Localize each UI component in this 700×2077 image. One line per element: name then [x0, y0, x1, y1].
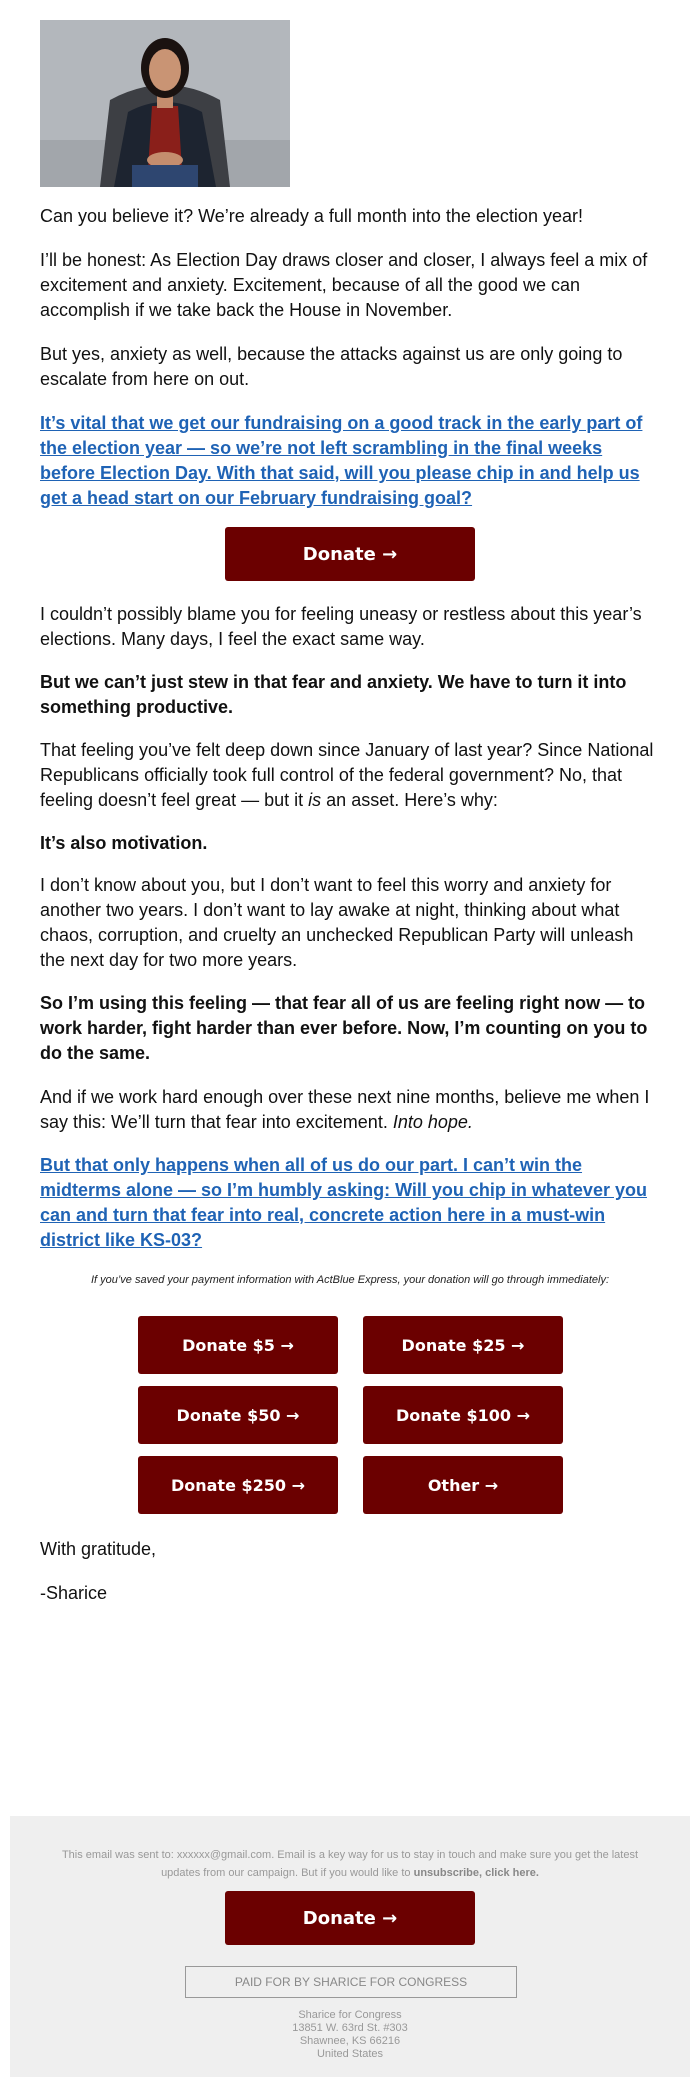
- donate-100-button[interactable]: Donate $100 →: [363, 1386, 563, 1444]
- stew-paragraph: [40, 670, 660, 720]
- worry-text: I don’t know about you, but I don’t want to feel this worry and anxiety for another two years. I don’t want to lay awake at night, thinking about what chaos, corruption, and cruelty an unchecked Republican Party will unleash the next day for two more years.: [40, 875, 634, 970]
- address-city: Shawnee, KS 66216: [299, 2035, 401, 2047]
- donate-50-button[interactable]: Donate $50 →: [138, 1386, 338, 1444]
- address-country: United States: [316, 2048, 384, 2060]
- donate-25-button[interactable]: Donate $25 →: [363, 1316, 563, 1374]
- candidate-photo: [40, 20, 290, 187]
- footer-sent-suffix: . Email is a key way for us to stay in touch and make sure you get the latest updates from our campaign. But if you would like to: [161, 1849, 639, 1879]
- anxiety-text: But yes, anxiety as well, because the attacks against us are only going to escalate from here on out.: [40, 344, 623, 389]
- feeling-text-emphasis: is: [308, 790, 322, 810]
- signature-paragraph: [40, 1581, 660, 1606]
- address-org: Sharice for Congress: [298, 2009, 402, 2021]
- donate-other-button[interactable]: Other →: [363, 1456, 563, 1514]
- feeling-text-a: That feeling you’ve felt deep down since January of last year? Since National Republicans officially took full control of the federal government? No, that feeling doesn’t feel great — but it: [40, 740, 654, 810]
- ask-paragraph-2: [40, 1153, 660, 1253]
- harder-text: So I’m using this feeling — that fear all of us are feeling right now — to work harder, fight harder than ever before. Now, I’m counting on you to do the same.: [40, 993, 648, 1063]
- worry-paragraph: [40, 873, 660, 973]
- signature-text: -Sharice: [40, 1583, 108, 1603]
- midterms-ask-link[interactable]: But that only happens when all of us do our part. I can’t win the midterms alone — so I’m humbly asking: Will you chip in whatever you can and turn that fear into real, concrete action here in a must-win district like KS-03?: [40, 1155, 647, 1250]
- hope-text-emphasis: Into hope.: [392, 1112, 473, 1132]
- closing-paragraph: [40, 1537, 660, 1562]
- feeling-text: [40, 738, 660, 813]
- fundraising-ask-link[interactable]: It’s vital that we get our fundraising on a good track in the early part of the election year — so we’re not left scrambling in the final weeks before Election Day. With that said, will you please chip in and help us get a head start on our February fundraising goal?: [40, 413, 643, 508]
- hope-text: [40, 1085, 660, 1135]
- actblue-note: If you’ve saved your payment information with ActBlue Express, your donation will go through immediately:: [90, 1274, 610, 1286]
- uneasy-paragraph: [40, 602, 660, 652]
- motivation-text: It’s also motivation.: [40, 833, 208, 853]
- uneasy-text: I couldn’t possibly blame you for feeling uneasy or restless about this year’s elections. Many days, I feel the exact same way.: [40, 604, 642, 649]
- donate-250-button[interactable]: Donate $250 →: [138, 1456, 338, 1514]
- hope-paragraph: [40, 1085, 660, 1135]
- honest-text: I’ll be honest: As Election Day draws closer and closer, I always feel a mix of excitement and anxiety. Excitement, because of all the good we can accomplish if we take back the House in November.: [40, 250, 648, 320]
- honest-paragraph: [40, 248, 660, 323]
- ask-paragraph-1: [40, 411, 660, 511]
- donate-5-button[interactable]: Donate $5 →: [138, 1316, 338, 1374]
- footer-sent-prefix: This email was sent to:: [61, 1849, 177, 1861]
- email-footer: [10, 1816, 690, 2077]
- footer-disclaimer: [50, 1846, 650, 1882]
- address-street: 13851 W. 63rd St. #303: [292, 2022, 408, 2034]
- closing-text: With gratitude,: [40, 1539, 157, 1559]
- feeling-text-b: an asset. Here’s why:: [321, 790, 498, 810]
- unsubscribe-link[interactable]: unsubscribe, click here.: [413, 1867, 539, 1879]
- motivation-paragraph: [40, 831, 660, 856]
- intro-text: Can you believe it? We’re already a full month into the election year!: [40, 206, 583, 226]
- paid-for-box: PAID FOR BY SHARICE FOR CONGRESS: [185, 1966, 517, 1998]
- harder-paragraph: [40, 991, 660, 1066]
- donate-button[interactable]: Donate →: [225, 527, 475, 581]
- stew-text: But we can’t just stew in that fear and anxiety. We have to turn it into something productive.: [40, 672, 627, 717]
- footer-donate-button[interactable]: Donate →: [225, 1891, 475, 1945]
- feeling-paragraph: [40, 738, 660, 813]
- anxiety-paragraph: [40, 342, 660, 392]
- hope-text-a: And if we work hard enough over these next nine months, believe me when I say this: We’ll turn that fear into excitement.: [40, 1087, 650, 1132]
- footer-email: xxxxxx@gmail.com: [176, 1849, 272, 1861]
- mailing-address: [10, 2009, 690, 2061]
- intro-paragraph: [40, 204, 660, 229]
